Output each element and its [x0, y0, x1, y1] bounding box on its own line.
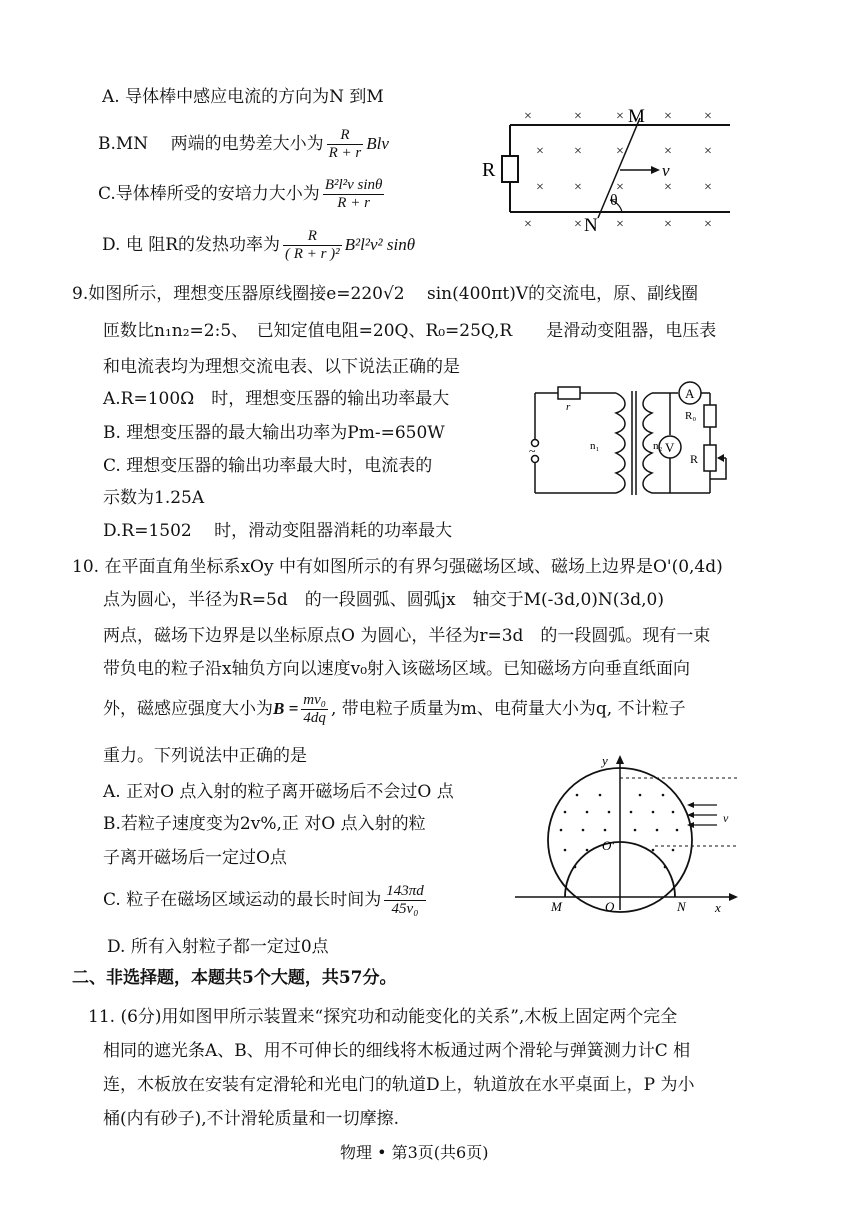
svg-text:×: ×	[574, 217, 582, 232]
q10-line-1: 10. 在平面直角坐标系xOy 中有如图所示的有界匀强磁场区域、磁场上边界是O'(0,4d)	[72, 557, 723, 577]
svg-text:×: ×	[524, 217, 532, 232]
q10-formula-B: B =	[273, 699, 299, 718]
q10-formula-denominator: 4dq	[303, 710, 326, 726]
q8-option-b-tail: Blv	[366, 134, 389, 153]
q9-label-r: r	[566, 401, 571, 413]
q10-line-5	[103, 688, 686, 730]
q10-label-N: N	[677, 899, 686, 914]
q8-d-denominator: ( R + r )²	[285, 246, 340, 262]
svg-text:×: ×	[574, 144, 582, 159]
q11-line-4: 桶(内有砂子),不计滑轮质量和一切摩擦.	[103, 1109, 400, 1129]
q11-line-1: 11. (6分)用如图甲所示装置来“探究功和动能变化的关系”,木板上固定两个完全	[88, 1007, 678, 1027]
q9-label-n2: n₂	[653, 440, 663, 452]
svg-text:×: ×	[664, 180, 672, 195]
q9-option-c-line2: 示数为1.25A	[103, 488, 205, 508]
q10-option-a: A. 正对O 点入射的粒子离开磁场后不会过O 点	[103, 782, 454, 802]
q8-d-numerator: R	[283, 228, 342, 246]
q8-label-M: M	[628, 106, 645, 127]
q10-option-d: D. 所有入射粒子都一定过0点	[107, 937, 329, 957]
q8-c-numerator: B²l²v sinθ	[324, 177, 383, 193]
q8-label-R: R	[482, 159, 496, 181]
svg-text:×: ×	[704, 144, 712, 159]
q8-option-b-text: B.MN 两端的电势差大小为	[98, 134, 324, 154]
q10-field-dots	[560, 794, 679, 869]
q8-c-denominator: R + r	[337, 195, 370, 211]
q8-option-c	[98, 174, 387, 214]
q8-option-d-text: D. 电 阻R的发热功率为	[102, 235, 281, 255]
q10-line-5-tail: , 带电粒子质量为m、电荷量大小为q, 不计粒子	[331, 699, 686, 719]
q8-b-numerator: R	[327, 127, 364, 145]
q9-label-R: R	[690, 452, 699, 466]
section-2-heading: 二、非选择题，本题共5个大题，共57分。	[72, 968, 397, 988]
q8-label-theta: θ	[610, 192, 618, 209]
q8-option-c-fraction	[323, 177, 385, 212]
q8-option-c-text: C.导体棒所受的安培力大小为	[98, 184, 320, 204]
q10-label-O: O	[605, 899, 615, 914]
q10-label-O-prime: O'	[602, 838, 615, 853]
q9-option-d: D.R=1502 时，滑动变阻器消耗的功率最大	[103, 521, 453, 541]
q10-option-c-fraction	[384, 883, 426, 918]
svg-text:×: ×	[524, 109, 532, 124]
q10-c-numerator: 143πd	[386, 883, 424, 899]
q10-line-2: 点为圆心，半径为R=5d 的一段圆弧、圆弧jx 轴交于M(-3d,0)N(3d,0)	[103, 590, 664, 610]
q9-label-R0: R₀	[685, 410, 697, 422]
svg-text:×: ×	[704, 217, 712, 232]
svg-text:×: ×	[704, 180, 712, 195]
svg-text:×: ×	[616, 217, 624, 232]
q9-voltmeter-label: V	[665, 440, 675, 455]
q8-label-N: N	[584, 215, 598, 236]
q11-line-3: 连，木板放在安装有定滑轮和光电门的轨道D上，轨道放在水平桌面上，P 为小	[103, 1075, 695, 1095]
svg-text:×: ×	[616, 109, 624, 124]
q10-option-b-line2: 子离开磁场后一定过O点	[103, 848, 287, 868]
q8-option-d-tail: B²l²v² sinθ	[344, 235, 416, 254]
q9-option-a: A.R=100Ω 时，理想变压器的输出功率最大	[103, 389, 450, 409]
q10-line-3: 两点，磁场下边界是以坐标原点O 为圆心，半径为r=3d 的一段圆弧。现有一束	[103, 626, 711, 646]
q9-option-c-line1: C. 理想变压器的输出功率最大时，电流表的	[103, 456, 433, 476]
q10-option-c	[103, 880, 429, 920]
q10-formula-numerator: mv₀	[303, 692, 326, 708]
q10-line-5-text: 外，磁感应强度大小为	[103, 699, 273, 719]
q11-line-2: 相同的遮光条A、B、用不可伸长的细线将木板通过两个滑轮与弹簧测力计C 相	[103, 1041, 691, 1061]
q9-figure	[520, 375, 745, 500]
svg-text:×: ×	[574, 180, 582, 195]
q10-c-denominator: 45v₀	[391, 901, 419, 917]
q9-label-n1: n₁	[590, 440, 600, 452]
q10-option-c-text: C. 粒子在磁场区域运动的最长时间为	[103, 890, 382, 910]
q9-option-b: B. 理想变压器的最大输出功率为Pm-=650W	[103, 423, 445, 443]
q10-formula-fraction	[301, 692, 328, 727]
q10-line-6: 重力。下列说法中正确的是	[103, 746, 307, 766]
q8-label-v: v	[662, 161, 670, 180]
q9-source-symbol: ~	[529, 444, 536, 458]
q8-option-a: A. 导体棒中感应电流的方向为N 到M	[102, 87, 384, 107]
q9-ammeter-label: A	[685, 386, 695, 401]
q8-option-d	[102, 224, 415, 266]
q9-line-2: 匝数比n₁n₂=2:5、 已知定值电阻=20Q、R₀=25Q,R 是滑动变阻器，电压表	[103, 321, 717, 341]
q9-line-1: 9.如图所示，理想变压器原线圈接e=220√2 sin(400πt)V的交流电，原、副线圈	[72, 284, 699, 304]
q10-option-b-line1: B.若粒子速度变为2v%,正 对O 点入射的粒	[103, 814, 426, 834]
svg-text:×: ×	[616, 180, 624, 195]
svg-text:×: ×	[574, 109, 582, 124]
svg-text:×: ×	[664, 109, 672, 124]
svg-text:×: ×	[664, 217, 672, 232]
q10-figure	[505, 750, 745, 915]
q10-label-v: v	[723, 811, 729, 825]
q8-b-denominator: R + r	[328, 145, 362, 161]
page-footer: 物理 • 第3页(共6页)	[340, 1143, 489, 1162]
q10-label-M: M	[551, 899, 562, 914]
q10-axis-x-label: x	[715, 900, 721, 915]
svg-text:×: ×	[536, 144, 544, 159]
q10-line-4: 带负电的粒子沿x轴负方向以速度v₀射入该磁场区域。已知磁场方向垂直纸面向	[103, 659, 691, 679]
q9-line-3: 和电流表均为理想交流电表、以下说法正确的是	[103, 357, 460, 377]
svg-text:×: ×	[616, 144, 624, 159]
svg-text:×: ×	[664, 144, 672, 159]
q10-axis-y-label: y	[602, 753, 608, 768]
svg-text:×: ×	[704, 109, 712, 124]
q8-option-b-fraction	[327, 127, 364, 162]
q8-option-d-fraction	[283, 228, 342, 263]
svg-text:×: ×	[536, 180, 544, 195]
q8-option-b	[98, 124, 389, 164]
q8-figure	[470, 100, 740, 240]
